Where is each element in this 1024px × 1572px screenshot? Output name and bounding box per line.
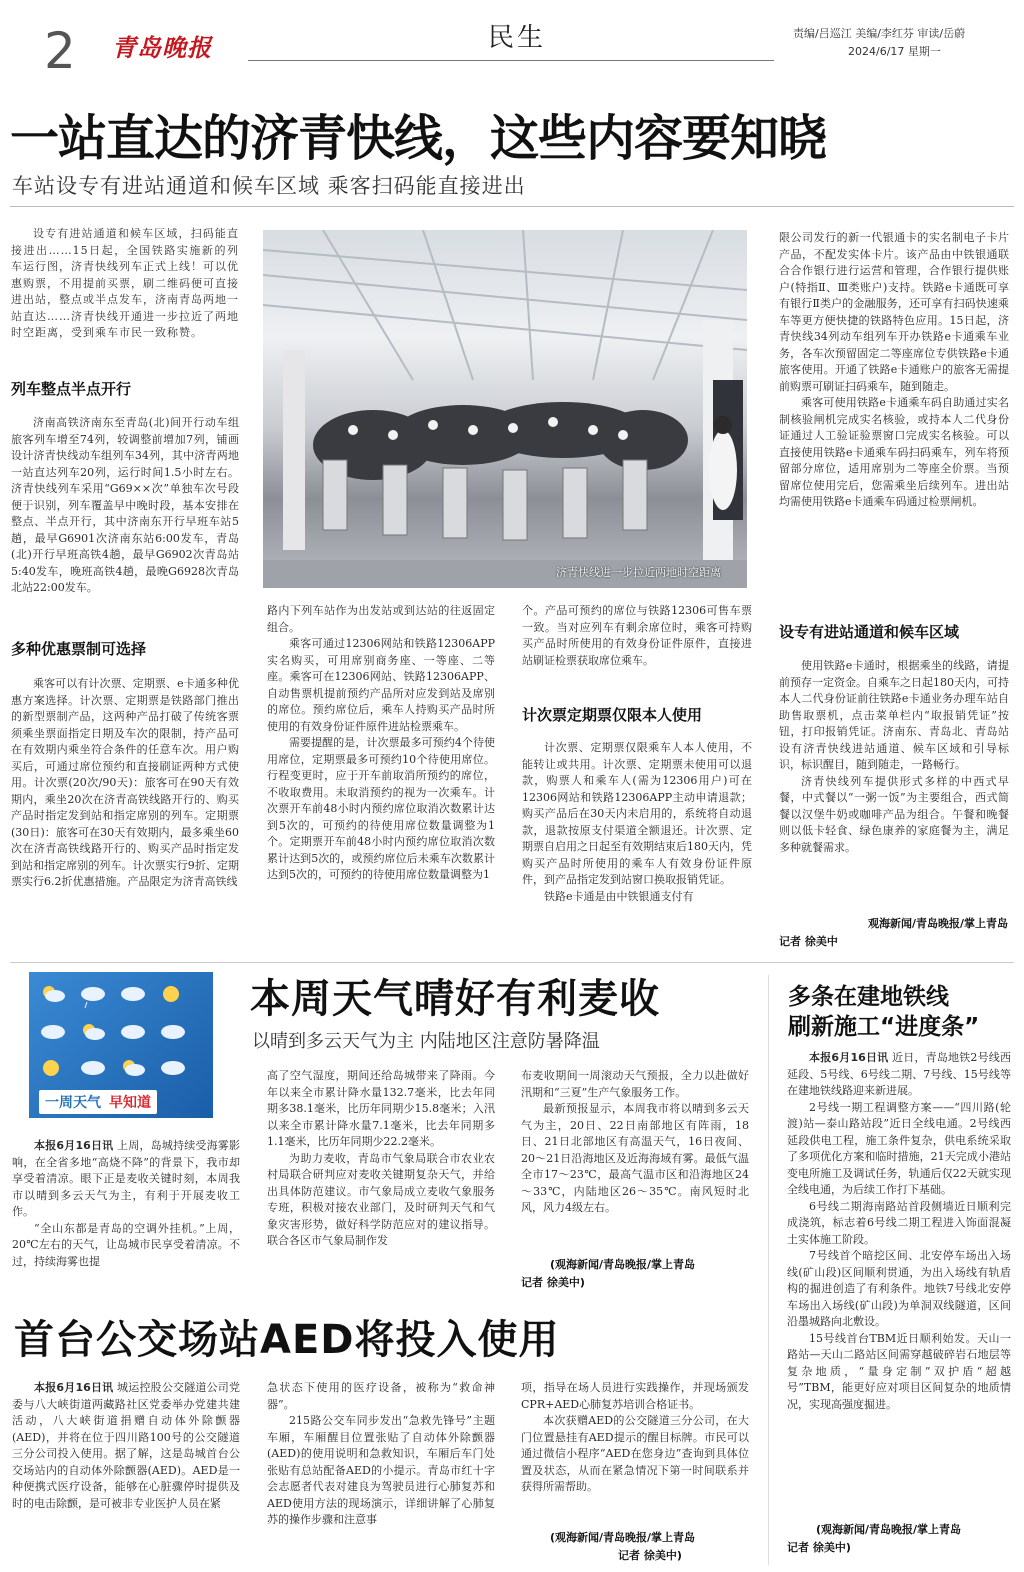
reporter-aed: 记者 徐美中) [618, 1549, 682, 1562]
badge-text: 一周天气 [45, 1095, 101, 1111]
weather-dateline: 本报6月16日讯 [34, 1139, 114, 1152]
subheading-schedule: 列车整点半点开行 [11, 380, 132, 398]
station-illustration [263, 230, 747, 588]
metro-headline-line1: 多条在建地铁线 [788, 984, 949, 1010]
aed-col1: 本报6月16日讯 城运控股公交隧道公司党委与八大峡街道两藏路社区党委举办党建共建活动，八大峡街道捐赠自动体外除颤器(AED)，并将在位于四川路100号的公交隧道三分公司投入使用。据了解，这是岛城首台公交场站内的自动体外除颤器(AED)。AED是一种便携式医疗设备，能够在心脏骤停时提供及时的电击除颤，是可被非专业医护人员在紧 [12, 1381, 240, 1510]
access-text: 使用铁路e卡通时，根据乘坐的线路，请提前预存一定资金。自乘车之日起180天内，可持本人二代身份证前往铁路e卡通业务办理车站自助售取票机，点击菜单栏内“取报销凭证”按钮，打印报销凭证。济南东、青岛北、青岛站设有济青快线进站通道、候车区域和引导标识，标识醒目，随到随走，一路畅行。 济青快线列车提供形式多样的中西式早餐，中式餐以“一粥一饭”为主要组合，西式简餐以汉堡牛奶或咖啡产品为组合。午餐和晚餐则以低卡轻食、绿色康养的家庭餐为主，满足多种就餐需求。 [779, 659, 1009, 854]
rule-line [10, 206, 1014, 207]
weather-badge [39, 1090, 157, 1114]
col4-text: 限公司发行的新一代银通卡的实名制电子卡片产品，不配发实体卡片。该产品由中铁银通联合合作银行进行运营和管理，合作银行提供账户(特指Ⅱ、Ⅲ类账户)支持。铁路e卡通既可享有银行Ⅱ类户的金融服务，还可享有扫码快速乘车等更方便快捷的铁路特色应用。15日起，济青快线34列动车组列车开办铁路e卡通乘车业务，各车次预留固定二等座席位专供铁路e卡通旅客使用。开通了铁路e卡通账户的旅客无需提前购票可刷证扫码乘车，随到随走。 乘客可使用铁路e卡通乘车码自助通过实名制核验闸机完成实名核验，或持本人二代身份证通过人工验证验票窗口完成实名核验。可以直接使用铁路e卡通乘车码扫码乘车，列车将预留部分席位，适用席别为二等座全价票。当预留席位使用完后，您需乘坐后续列车。进出站均需使用铁路e卡通乘车码通过检票闸机。 [779, 231, 1009, 508]
main-headline: 一站直达的济青快线，这些内容要知晓 [10, 110, 827, 167]
credit-weather: (观海新闻/青岛晚报/掌上青岛 [550, 1258, 696, 1271]
section-rule [10, 962, 1014, 963]
weather-subheadline: 以晴到多云天气为主 内陆地区注意防暑降温 [252, 1031, 600, 1052]
col3-text: 个。产品可预约的席位与铁路12306可售车票一致。当对应列车有剩余席位时，乘客可持购买产品时所使用的有效身份证件原件，直接进站刷证检票获取席位乘车。 [522, 604, 752, 667]
schedule-text: 济南高铁济南东至青岛(北)间开行动车组旅客列车增至74列，较调整前增加7列，铺画设计济青快线动车组列车34列，其中济青两地一站直达列车20列，运行时间1.5小时左右。济青快线列车采用“G69××次”单独车次号段便于识别，列车覆盖早中晚时段，基本安排在整点、半点开行，其中济南东开行早班车站5趟，最早G6901次济南东站6:00发车，青岛(北)开行早班高铁4趟，最早G6902次青岛站5:40发车，晚班高铁4趟，最晚G6928次青岛北站22:00发车。 [11, 416, 239, 594]
weather-graphic [29, 972, 213, 1118]
masthead-logo: 青岛晚报 [112, 33, 212, 62]
credit-aed: (观海新闻/青岛晚报/掌上青岛 [550, 1531, 696, 1544]
weather-col2: 高了空气湿度，期间还给岛城带来了降雨。今年以来全市累计降水量132.7毫米，比去年同期多38.1毫米，比历年同期少15.8毫米；入汛以来全市累计降水量7.1毫米，比去年同期多1.1毫米，比历年同期少22.2毫米。 为助力麦收，青岛市气象局联合市农业农村局联合研判应对麦收关键期复杂天气，并给出具体防范建议。市气象局成立麦收气象服务专班，积极对接农业部门，及时研判天气和气象灾害形势，做好科学防范应对的建议指导。联合各区市气象局制作发 [267, 1069, 495, 1247]
subheading-personal-use: 计次票定期票仅限本人使用 [522, 706, 703, 724]
reporter-weather: 记者 徐美中) [521, 1276, 585, 1289]
issue-date: 2024/6/17 星期一 [848, 45, 941, 58]
photo-caption: 济青快线进一步拉近两地时空距离 [556, 566, 721, 579]
article-lead: 设专有进站通道和候车区域，扫码能直接进出……15日起，全国铁路实施新的列车运行图，济青快线列车正式上线！可以优惠购票，不用提前买票，刷二维码便可直接进出站，整点或半点发车，济南青岛两地一站直达……济青快线开通进一步拉近了两地时空距离，受到乘车市民一致称赞。 [11, 227, 239, 339]
reporter-metro: 记者 徐美中) [787, 1541, 851, 1554]
editor-credits: 责编/吕巡江 美编/李红芬 审读/岳蔚 [793, 27, 966, 40]
station-photo [263, 230, 747, 588]
credit-metro: (观海新闻/青岛晚报/掌上青岛 [816, 1523, 962, 1536]
personal-use-text: 计次票、定期票仅限乘车人本人使用，不能转让或共用。计次票、定期票未使用可以退款，购票人和乘车人(需为12306用户)可在12306网站和铁路12306APP主动申请退款；购买产品后在30天内未启用的，系统将自动退款，退款按原支付渠道全额退还。计次票、定期票自启用之日起至有效期结束后180天内，凭购买产品时所使用的乘车人有效身份证件原件，到产品指定发到站窗口换取报销凭证。 铁路e卡通是由中铁银通支付有 [522, 741, 752, 903]
header-rule [248, 60, 774, 61]
metro-dateline: 本报6月16日讯 [809, 1051, 889, 1064]
subheading-access: 设专有进站通道和候车区域 [779, 623, 960, 641]
credit-article1: 观海新闻/青岛晚报/掌上青岛 [867, 917, 1008, 930]
weather-col3: 布麦收期间一周滚动天气预报，全力以赴做好汛期和“三夏”生产气象服务工作。 最新预报显示，本周我市将以晴到多云天气为主，20日、22日南部地区有阵雨，18日、21日北部地区有高温天气，16日夜间、20～21日沿海地区及近海海域有雾。最低气温全市17～23℃，最高气温市区和沿海地区24～33℃，内陆地区26～35℃。南风短时北风，风力4级左右。 [521, 1069, 749, 1214]
weather-headline: 本周天气晴好有利麦收 [250, 976, 660, 1022]
tickets-text: 乘客可以有计次票、定期票、e卡通多种优惠方案选择。计次票、定期票是铁路部门推出的新型票制产品，这两种产品打破了传统客票须乘坐票面指定日期及车次的限制，持产品可在有效期内乘坐符合条件的任意车次。用户购买后，可通过席位预约和直接刷证两种方式使用。计次票(20次/90天)：旅客可在90天有效期内，乘坐20次在济青高铁线路开行的、购买产品时指定发到站和指定席别的列车。定期票(30日)：旅客可在30天有效期内，最多乘坐60次在济青高铁线路开行的、购买产品时指定发到站和指定席别的列车。计次票实行9折、定期票实行6.2折优惠措施。产品限定为济青高铁线 [11, 677, 239, 888]
metro-headline-line2: 刷新施工“进度条” [788, 1014, 980, 1040]
main-subheadline: 车站设专有进站通道和候车区域 乘客扫码能直接进出 [12, 174, 526, 198]
aed-col3: 项，指导在场人员进行实践操作，并现场颁发CPR+AED心肺复苏培训合格证书。 本次获赠AED的公交隧道三分公司，在大门位置悬挂有AED提示的醒目标牌。市民可以通过微信小程序“AED在您身边”查询到具体位置及状态，从而在紧急情况下第一时间联系并获得所需帮助。 [521, 1381, 749, 1493]
page-number: 2 [44, 22, 76, 80]
metro-divider [768, 975, 769, 1565]
col2-text: 路内下列车站作为出发站或到达站的往返固定组合。 乘客可通过12306网站和铁路12306APP实名购买，可用席别商务座、一等座、二等座。乘客可在12306网站、铁路12306APP、自动售票机提前预约产品所对应发到站及席别的席位。预约席位后，乘车人持购买产品时所使用的有效身份证件原件进站检票乘车。 需要提醒的是，计次票最多可预约4个待使用席位，定期票最多可预约10个待使用席位。行程变更时，应于开车前取消所预约的席位，不收取费用。未取消预约的视为一次乘车。计次票开车前48小时内预约席位取消次数累计达到5次的，可预约的待使用席位数量调整为1个。定期票开车前48小时内预约席位取消次数累计达到5次的，或预约席位后未乘车次数累计达到5次的，可预约的待使用席位数量调整为1 [267, 604, 495, 881]
aed-dateline: 本报6月16日讯 [34, 1381, 114, 1394]
aed-col2: 急状态下使用的医疗设备，被称为“救命神器”。 215路公交车同步发出“急救先锋号”主题车厢，车厢醒目位置张贴了自动体外除颤器(AED)的使用说明和急救知识，车厢后车门处张贴有总站配备AED的小提示。青岛市红十字会志愿者代表对建良为驾驶员进行心肺复苏和AED使用方法的现场演示，详细讲解了心肺复苏的操作步骤和注意事 [267, 1381, 495, 1526]
reporter-article1: 记者 徐美中 [779, 935, 838, 948]
aed-headline: 首台公交场站AED将投入使用 [14, 1317, 560, 1363]
section-title: 民生 [488, 23, 547, 53]
badge-highlight: 早知道 [109, 1095, 151, 1111]
metro-text: 本报6月16日讯 近日，青岛地铁2号线西延段、5号线、6号线二期、7号线、15号线等在建地铁线路迎来新进展。 2号线一期工程调整方案——“四川路(轮渡)站—泰山路站段”近日全线电通。2号线西延段供电工程，施工条件复杂，供电系统采取了多项优化方案和临时措施，21天完成小港站变电所施工及调试任务，轨通后仅22天就实现全线电通，为后续工作打下基础。 6号线二期海南路站首段侧墙近日顺利完成浇筑，标志着6号线二期工程进入饰面混凝土实体施工阶段。 7号线首个暗挖区间、北安停车场出入场线(矿山段)区间顺利贯通，为出入场线有轨盾构的掘进创造了有利条件。地铁7号线北安停车场出入场线(矿山段)为单洞双线隧道，区间沿墨城路向北敷设。 15号线首台TBM近日顺利始发。天山一路站—天山二路站区间需穿越破碎岩石地层等复杂地质，“量身定制”双护盾“超越号”TBM，能更好应对项目区间复杂的地质情况，实现高强度掘进。 [787, 1051, 1011, 1411]
weather-col1: 本报6月16日讯 上周，岛城持续受海雾影响，在全省多地“高烧不降”的背景下，我市却享受着清凉。眼下正是麦收关键时刻，本周我市以晴到多云天气为主，有利于开展麦收工作。 “全山东都是青岛的空调外挂机。”上周，20℃左右的天气，让岛城市民享受着清凉。不过，持续海雾也提 [12, 1139, 240, 1268]
subheading-tickets: 多种优惠票制可选择 [11, 640, 147, 658]
weather-icons-grid [29, 972, 213, 1090]
